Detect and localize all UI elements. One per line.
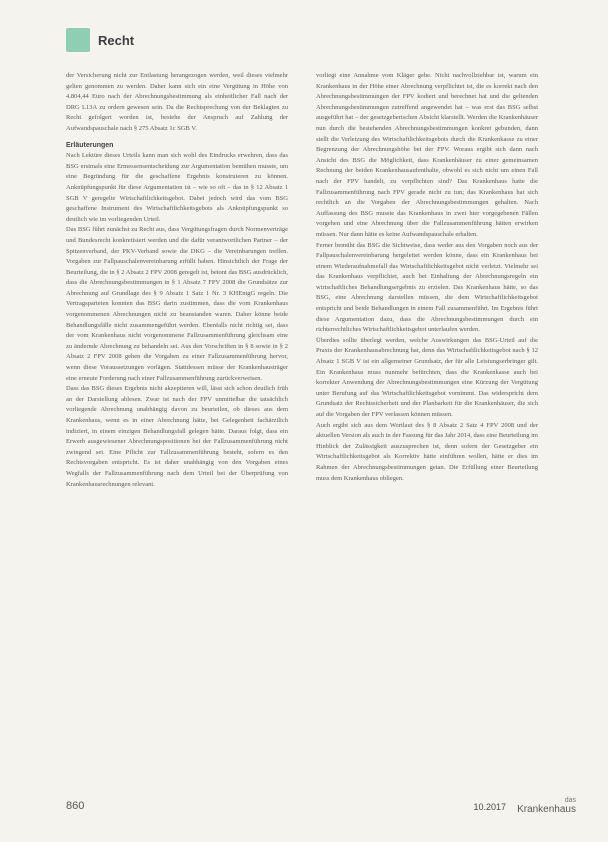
section-title: Recht [98,32,135,48]
left-text-column [66,71,288,490]
paragraph: Dass das BSG dieses Ergebnis nicht akzeptieren will, lässt sich schon deutlich früh an der Darstellung ablesen. Zwar ist nach der FPV unmittelbar die tatsächlich vorliegende Abrechnung unabhängig davon zu beurteilen, ob dieses aus dem Krankenhaus, wenn es in einer Abrechnung hätte, bei Gelegenheit fachärztlich indiziert, in einem einzigen Behandlungsfall gelegen hätte. Daraus folgt, dass ein Erwerb ausgewiesener Abrechnungspositionen bei der Fallzusammenführung nicht zwingend sei. Eine Pflicht zur Fallzusammenführung besteht, sofern es den Rechtsvorgaben entspricht. Es ist daher unabhängig von den Vorgaben eines Wegfalls der Fallzusammenführung nach dem Urteil bei der Überprüfung von Krankenhausrechnungen relevant. [66,385,288,488]
page-number: 860 [66,800,85,812]
paragraph: Auch ergibt sich aus dem Wortlaut des § 8 Absatz 2 Satz 4 FPV 2008 und der aktuellen Version als auch in der Fassung für das Jahr 2014, dass eine Beurteilung im Hinblick der Zulässigkeit auszusprechen ist, denn sofern der Gesetzgeber ein Wirtschaftlichkeitsgebot als Korrektiv hätte einführen wollen, hätte er dies im Rahmen der Abrechnungsbestimmungen getan. Die Erfüllung einer Beurteilung muss dem Krankenhaus obliegen. [316,421,538,482]
right-text-column [316,71,538,484]
section-header [66,28,134,52]
issue-number: 10.2017 [473,802,506,812]
paragraph: der Versicherung nicht zur Entlastung herangezogen werden, weil dieses vielmehr gelten genommen zu werden. Daher kann sich ein eine Vergütung in Höhe von 4.804,44 Euro nach der Abrechnungsbestimmung als einheitlicher Fall nach der DRG L13A zu ordern gewesen sein. Da die Rechtsprechung von der Beklagten zu Recht gefolgert worden ist, bestehe der Anspruch auf Zahlung der Aufwandspauschale nach § 275 Absatz 1c SGB V. [66,72,288,132]
paragraph: vorliegt eine Annahme vom Kläger gebe. Nicht nachvollziehbar ist, warum ein Krankenhaus in der Höhe einer Abrechnung verpflichtet ist, die es korrekt nach den Abrechnungsbestimmungen der FPV kodiert und berechnet hat und die geltenden Abrechnungsbestimmungen zutreffend angewendet hat – was erst das BSG selbst ausgeführt hat – der gesetzgeberischen Absicht klarstellt. Werden die Krankenhäuser nun durch die bestehenden Abrechnungsbestimmungen konkret gebunden, dann stellt die Verletzung des Wirtschaftlichkeitsgebots durch die Krankenkasse zu einer Begrenzung der Abrechnungshöhe bei der FPV. Woraus ergibt sich dann nach Ansicht des BSG die Möglichkeit, dass Krankenhäuser zu einer gemeinsamen Rechnung der beiden Krankenhausaufenthalte, obwohl es sich nicht um einen Fall nach der FPV handelt, zu verpflichten sind? Das Krankenhaus hatte die Fallzusammenführung nach FPV gerade nicht zu tun; das Krankenhaus hat sich rechtlich an die Vorgaben der Abrechnungsbestimmungen gehalten. Nach Auffassung des BSG musste das Krankenhaus in zwei hier vorgegebenen Fällen vorgehen und eine Abrechnung über die Fallzusammenführung hätten erwirken müssen. Nur dann hätte es keine Aufwandspauschale erhalten. [316,72,538,238]
paragraph: Ferner bemüht das BSG die Sichtweise, dass weder aus den Vorgaben noch aus der Fallpauschalenvereinbarung hergeleitet werden könne, dass ein Krankenhaus bei einem Wiederaufnahmefall das Wirtschaftlichkeitsgebot nicht verletzt. Vielmehr sei das Krankenhaus verpflichtet, auch bei Einhaltung der Abrechnungsregeln ein wirtschaftliches Behandlungsergebnis zu erzielen. Das Krankenhaus hätte, so das BSG, eine Abrechnung darstellen müssen, die dem Wirtschaftlichkeitsgebot entspricht und beide Behandlungen in einem Fall zusammenführt. Im Ergebnis führt diese Argumentation dazu, dass die Abrechnungsbestimmungen durch ein richterrechtliches Wirtschaftlichkeitsgebot unterlaufen werden. [316,241,538,334]
page-footer [66,796,576,818]
paragraph: Überdies sollte überlegt werden, welche Auswirkungen das BSG-Urteil auf die Praxis der Krankenhausabrechnung hat, denn das Wirtschaftlichkeitsgebot nach § 12 Absatz 1 SGB V ist ein allgemeiner Grundsatz, der für alle Leistungserbringer gilt. Ein Krankenhaus muss nunmehr befürchten, dass die Krankenkasse auch bei korrekter Anwendung der Abrechnungsbestimmungen eine Kürzung der Vergütung unter Berufung auf das Wirtschaftlichkeitsgebot vornimmt. Das widerspricht dem Grundsatz der Rechtssicherheit und der Planbarkeit für die Krankenhäuser, die sich auf die Vorgaben der FPV verlassen können müssen. [316,336,538,418]
section-color-badge [66,28,90,52]
magazine-logo-mark: das [564,797,576,804]
magazine-name: Krankenhaus [517,804,576,815]
paragraph: Das BSG führt zunächst zu Recht aus, dass Vergütungsfragen durch Normenverträge und Bundesrecht konkretisiert werden und die dafür verantwortlichen Partner – der Spitzenverband, der PKV-Verband sowie die DKG – die Vereinbarungen treffen. Vorgaben zur Fallpauschalenvereinbarung erfüllt haben. Hinsichtlich der Frage der Beurteilung, die in § 2 Absatz 2 FPV 2008 geregelt ist, betont das BSG ausdrücklich, dass die Abrechnungsbestimmungen in § 1 Absatz 7 FPV 2008 die Grundsätze zur Abrechnung auf Grundlage des § 9 Absatz 1 Satz 1 Nr. 3 KHEntgG regeln. Die Vertragsparteien konnten das BSG darin zustimmen, dass die vom Krankenhaus vorgenommenen Abrechnungen nicht zu beanstanden waren. Daher könne beide Behandlungsfälle nicht zusammengeführt werden. Ebenfalls nicht richtig sei, dass der vom Krankenhaus nicht vorgenommene Fallzusammenführung gleichsam eine zu ändernde Abrechnung zu behandeln sei. Aus den Vorschriften in § 8 sowie in § 2 Absatz 2 FPV 2008 gehen die Vorgaben zu einer Fallzusammenführung hervor, wenn diese Voraussetzungen vorlägen. Stattdessen müsse der Krankenhausträger eine erneute Forderung nach einer Fallzusammenführung zurückverweisen. [66,226,288,382]
notes-heading: Erläuterungen [66,141,114,149]
paragraph: Nach Lektüre dieses Urteils kann man sich wohl des Eindrucks erwehren, dass das BSG erstmals eine Ermessensentscheidung zur Argumentation bemühen musste, um eine Begründung für die geschaffene Ergebnis konstruieren zu können. Anknüpfungspunkt für diese Argumentation ist – wie so oft – das in § 12 Absatz 1 SGB V geregelte Wirtschaftlichkeitsgebot. Dabei jedoch wird das vom BSG geschaffene Instrument des Wirtschaftlichkeitsgebots als Anknüpfungspunkt so deutlich wie im vorliegenden Urteil. [66,152,288,223]
magazine-logo [517,796,576,814]
